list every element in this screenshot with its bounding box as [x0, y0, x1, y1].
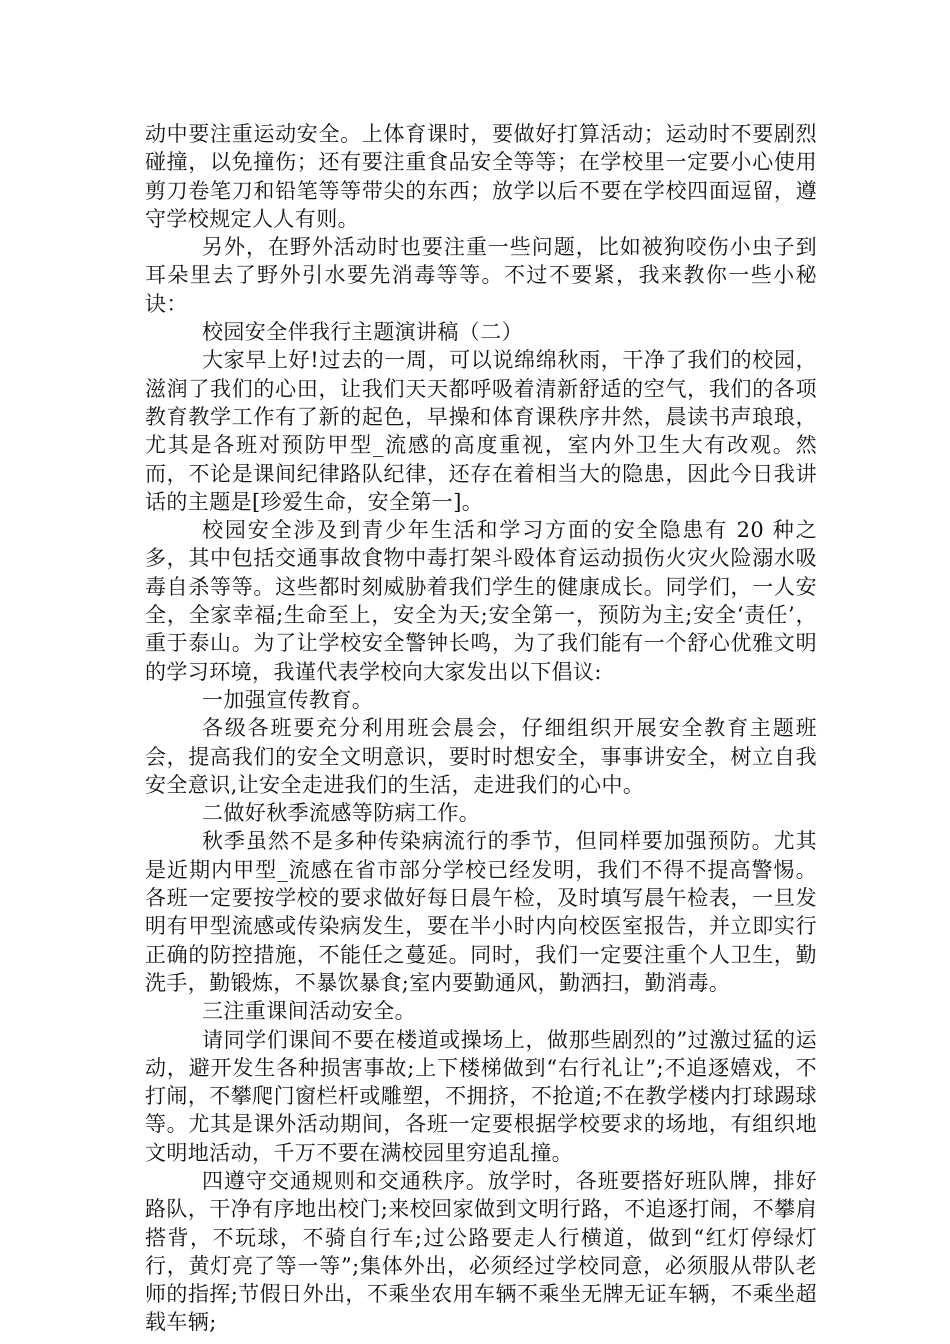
section-heading-2: 二做好秋季流感等防病工作。 [202, 801, 481, 826]
paragraph-greeting: 大家早上好!过去的一周，可以说绵绵秋雨，干净了我们的校园，滋润了我们的心田，让我们天天都呼吸着清新舒适的空气，我们的各项教育教学工作有了新的起色，早操和体育课秩序井然，晨读书声琅琅，尤其是各班对预防甲型_流感的高度重视，室内外卫生大有改观。然而，不论是课间纪律路队纪律，还存在着相当大的隐患，因此今日我讲话的主题是[珍爱生命，安全第一]。 [145, 348, 817, 514]
paragraph-2: 另外，在野外活动时也要注重一些问题，比如被狗咬伤小虫子到耳朵里去了野外引水要先消毒等等。不过不要紧，我来教你一些小秘诀： [145, 235, 817, 316]
section-heading-1: 一加强宣传教育。 [202, 687, 374, 712]
paragraph-traffic-rules: 四遵守交通规则和交通秩序。放学时，各班要搭好班队牌，排好路队，干净有序地出校门;来校回家做到文明行路，不追逐打闹，不攀肩搭背，不玩球，不骑自行车;过公路要走人行横道，做到“红灯停绿灯行，黄灯亮了等一等”;集体外出，必须经过学校同意，必须服从带队老师的指挥;节假日外出，不乘坐农用车辆不乘坐无牌无证车辆，不乘坐超载车辆; [145, 1168, 817, 1335]
speech-title: 校园安全伴我行主题演讲稿（二） [202, 320, 523, 345]
section-heading-3: 三注重课间活动安全。 [202, 999, 416, 1024]
document-body [145, 120, 817, 1337]
paragraph-flu-prevention: 秋季虽然不是多种传染病流行的季节，但同样要加强预防。尤其是近期内甲型_流感在省市部分学校已经发明，我们不得不提高警惕。各班一定要按学校的要求做好每日晨午检，及时填写晨午检表，一旦发明有甲型流感或传染病发生，要在半小时内向校医室报告，并立即实行正确的防控措施，不能任之蔓延。同时，我们一定要注重个人卫生，勤洗手，勤锻炼，不暴饮暴食;室内要勤通风，勤洒扫，勤消毒。 [145, 829, 817, 995]
paragraph-1: 动中要注重运动安全。上体育课时，要做好打算活动；运动时不要剧烈碰撞，以免撞伤；还有要注重食品安全等等；在学校里一定要小心使用剪刀卷笔刀和铅笔等等带尖的东西；放学以后不要在学校四面逗留，遵守学校规定人人有则。 [145, 122, 817, 231]
paragraph-recess-safety: 请同学们课间不要在楼道或操场上，做那些剧烈的”过激过猛的运动，避开发生各种损害事故;上下楼梯做到“右行礼让”;不追逐嬉戏，不打闹，不攀爬门窗栏杆或雕塑，不拥挤，不抢道;不在教学楼内打球踢球等。尤其是课外活动期间，各班一定要根据学校要求的场地，有组织地文明地活动，千万不要在满校园里穷追乱撞。 [145, 1027, 817, 1165]
paragraph-safety-hazards: 校园安全涉及到青少年生活和学习方面的安全隐患有 20 种之多，其中包括交通事故食物中毒打架斗殴体育运动损伤火灾火险溺水吸毒自杀等等。这些都时刻威胁着我们学生的健康成长。同学们，一人安全，全家幸福;生命至上，安全为天;安全第一，预防为主;安全‘责任’，重于泰山。为了让学校安全警钟长鸣，为了我们能有一个舒心优雅文明的学习环境，我谨代表学校向大家发出以下倡议: [145, 518, 817, 684]
paragraph-education: 各级各班要充分利用班会晨会，仔细组织开展安全教育主题班会，提高我们的安全文明意识，要时时想安全，事事讲安全，树立自我安全意识,让安全走进我们的生活，走进我们的心中。 [145, 716, 817, 797]
